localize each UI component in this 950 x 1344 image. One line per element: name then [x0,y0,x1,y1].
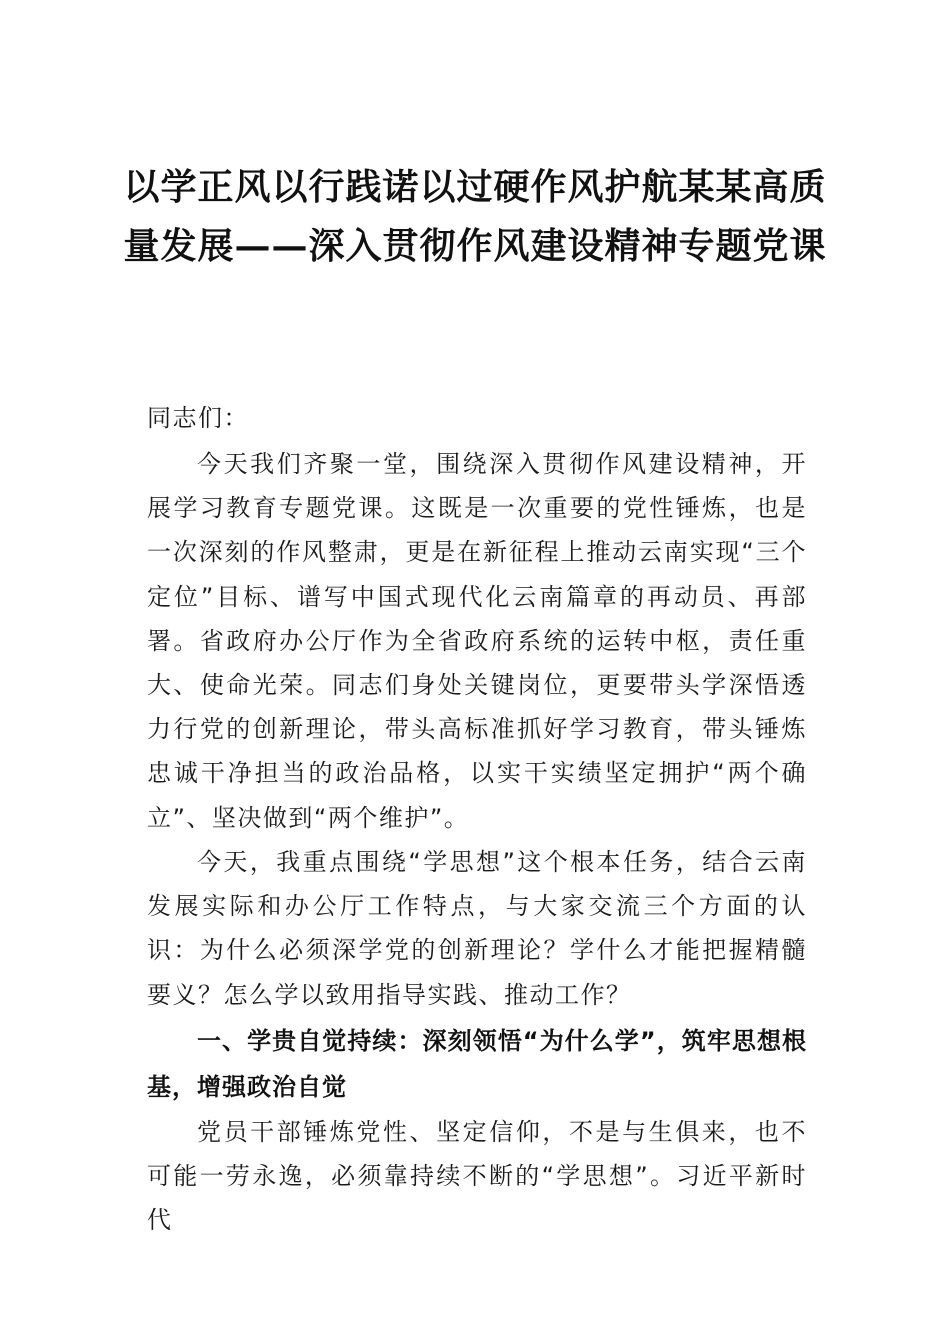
intro-paragraph: 今天我们齐聚一堂，围绕深入贯彻作风建设精神，开展学习教育专题党课。这既是一次重要的党性锤炼，也是一次深刻的作风整肃，更是在新征程上推动云南实现“三个定位”目标、谱写中国式现代化云南篇章的再动员、再部署。省政府办公厅作为全省政府系统的运转中枢，责任重大、使命光荣。同志们身处关键岗位，更要带头学深悟透力行党的创新理论，带头高标准抓好学习教育，带头锤炼忠诚干净担当的政治品格，以实干实绩坚定拥护“两个确立”、坚决做到“两个维护”。 [147,450,807,832]
section-heading: 一、学贵自觉持续：深刻领悟“为什么学”，筑牢思想根基，增强政治自觉 [147,1027,807,1101]
greeting: 同志们： [147,404,249,432]
document-title: 以学正风以行践诺以过硬作风护航某某高质量发展——深入贯彻作风建设精神专题党课 [123,166,827,267]
topic-paragraph: 今天，我重点围绕“学思想”这个根本任务，结合云南发展实际和办公厅工作特点，与大家交流三个方面的认识：为什么必须深学党的创新理论？学什么才能把握精髓要义？怎么学以致用指导实践、推动工作？ [147,848,807,1009]
section-paragraph: 党员干部锤炼党性、坚定信仰，不是与生俱来，也不可能一劳永逸，必须靠持续不断的“学思想”。习近平新时代 [147,1118,807,1235]
